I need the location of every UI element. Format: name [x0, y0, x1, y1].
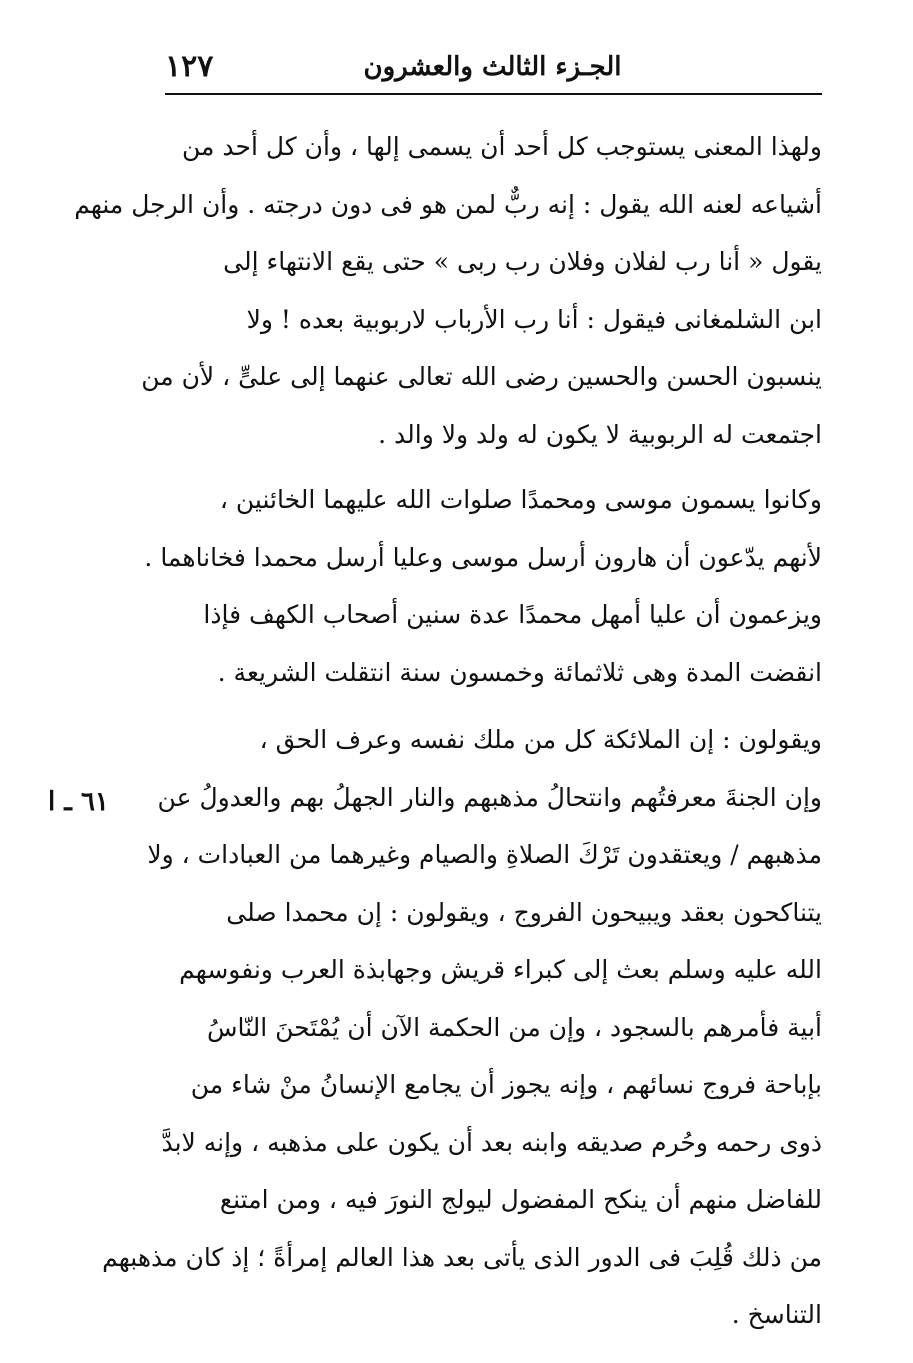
page-number: ١٢٧	[165, 49, 214, 84]
text-line: التناسخ .	[731, 1300, 822, 1329]
paragraph	[102, 711, 822, 1344]
text-line: وإن الجنةَ معرفتُهم وانتحالُ مذهبهم والنار الجهلُ بهم والعدولُ عن	[157, 782, 822, 812]
paragraph	[144, 471, 822, 701]
text-line: ينسبون الحسن والحسين رضى الله تعالى عنهما إلى علىٍّ ، لأن من	[141, 362, 822, 391]
text-line: الله عليه وسلم بعث إلى كبراء قريش وجهابذة العرب ونفوسهم	[179, 955, 822, 984]
text-line: لأنهم يدّعون أن هارون أرسل موسى وعليا أرسل محمدا فخاناهما .	[144, 542, 822, 572]
text-line: بإباحة فروج نسائهم ، وإنه يجوز أن يجامع الإنسانُ منْ شاء من	[190, 1070, 822, 1099]
text-line: مذهبهم / ويعتقدون تَرْكَ الصلاةِ والصيام وغيرهما من العبادات ، ولا	[147, 840, 822, 869]
text-line: ويقولون : إن الملائكة كل من ملك نفسه وعرف الحق ،	[259, 725, 822, 754]
text-line: ابن الشلمغانى فيقول : أنا رب الأرباب لاربوبية بعده ! ولا	[246, 304, 822, 334]
text-line: ويزعمون أن عليا أمهل محمدًا عدة سنين أصحاب الكهف فإذا	[203, 600, 822, 629]
running-title: الجـزء الثالث والعشرون	[363, 52, 622, 82]
header-divider	[165, 93, 822, 95]
text-line: ولهذا المعنى يستوجب كل أحد أن يسمى إلها ، وأن كل أحد من	[182, 132, 822, 161]
text-line: للفاضل منهم أن ينكح المفضول ليولج النورَ فيه ، ومن امتنع	[219, 1185, 822, 1214]
text-line: وكانوا يسمون موسى ومحمدًا صلوات الله عليهما الخائنين ،	[219, 485, 822, 514]
text-line: من ذلك قُلِبَ فى الدور الذى يأتى بعد هذا العالم إمرأةً ؛ إذ كان مذهبهم	[102, 1242, 822, 1272]
text-line: أشياعه لعنه الله يقول : إنه ربٌّ لمن هو فى دون درجته . وأن الرجل منهم	[74, 189, 822, 219]
margin-note: ٦١ ـ ا	[48, 787, 109, 817]
text-line: اجتمعت له الربوبية لا يكون له ولد ولا والد .	[378, 419, 822, 449]
text-line: يتناكحون بعقد ويبيحون الفروج ، ويقولون : إن محمدا صلى	[226, 897, 822, 927]
paragraph	[74, 118, 822, 463]
text-line: ذوى رحمه وحُرم صديقه وابنه بعد أن يكون على مذهبه ، وإنه لابدَّ	[161, 1127, 822, 1157]
page-header	[165, 44, 820, 90]
text-line: أبية فأمرهم بالسجود ، وإن من الحكمة الآن أن يُمْتَحنَ النّاسُ	[206, 1012, 822, 1042]
text-line: انقضت المدة وهى ثلاثمائة وخمسون سنة انتقلت الشريعة .	[217, 657, 822, 687]
text-line: يقول « أنا رب لفلان وفلان رب ربى » حتى يقع الانتهاء إلى	[223, 247, 822, 276]
